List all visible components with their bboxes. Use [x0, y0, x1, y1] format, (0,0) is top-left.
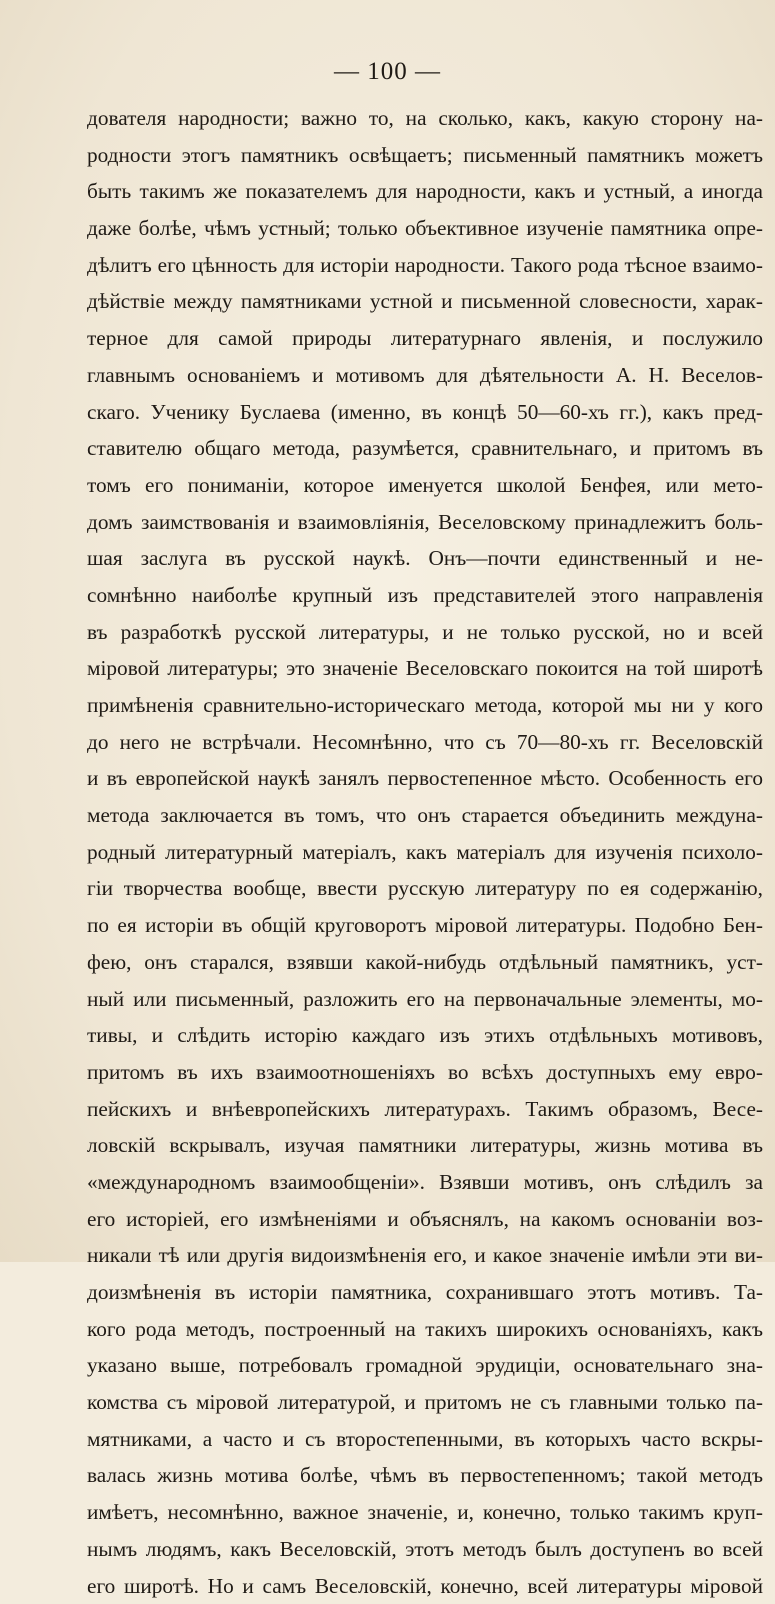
text-line: родности этогъ памятникъ освѣщаетъ; письменный памятникъ можетъ — [87, 137, 763, 174]
text-line: дователя народности; важно то, на сколько, какъ, какую сторону на- — [87, 100, 763, 137]
text-line: сомнѣнно наиболѣе крупный изъ представителей этого направленія — [87, 577, 763, 614]
text-line: нымъ людямъ, какъ Веселовскій, этотъ методъ былъ доступенъ во всей — [87, 1531, 763, 1568]
text-line: ловскій вскрывалъ, изучая памятники литературы, жизнь мотива въ — [87, 1127, 763, 1164]
text-line: терное для самой природы литературнаго явленія, и послужило — [87, 320, 763, 357]
text-line: и въ европейской наукѣ занялъ первостепенное мѣсто. Особенность его — [87, 760, 763, 797]
text-line: ставителю общаго метода, разумѣется, сравнительнаго, и притомъ въ — [87, 430, 763, 467]
text-line: быть такимъ же показателемъ для народности, какъ и устный, а иногда — [87, 173, 763, 210]
text-line: метода заключается въ томъ, что онъ старается объединить междуна- — [87, 797, 763, 834]
text-line: гіи творчества вообще, ввести русскую литературу по ея содержанію, — [87, 870, 763, 907]
text-line: мятниками, а часто и съ второстепенными, въ которыхъ часто вскры- — [87, 1421, 763, 1458]
text-line: по ея исторіи въ общій круговоротъ міровой литературы. Подобно Бен- — [87, 907, 763, 944]
text-line: притомъ въ ихъ взаимоотношеніяхъ во всѣхъ доступныхъ ему евро- — [87, 1054, 763, 1091]
body-text — [87, 100, 763, 1604]
text-line: доизмѣненія въ исторіи памятника, сохранившаго этотъ мотивъ. Та- — [87, 1274, 763, 1311]
text-line: даже болѣе, чѣмъ устный; только объективное изученіе памятника опре- — [87, 210, 763, 247]
text-line: имѣетъ, несомнѣнно, важное значеніе, и, конечно, только такимъ круп- — [87, 1494, 763, 1531]
text-line: пейскихъ и внѣевропейскихъ литературахъ. Такимъ образомъ, Весе- — [87, 1091, 763, 1128]
text-line: валась жизнь мотива болѣе, чѣмъ въ первостепенномъ; такой методъ — [87, 1457, 763, 1494]
text-line: шая заслуга въ русской наукѣ. Онъ—почти единственный и не- — [87, 540, 763, 577]
text-line: примѣненія сравнительно-историческаго метода, которой мы ни у кого — [87, 687, 763, 724]
text-line: никали тѣ или другія видоизмѣненія его, и какое значеніе имѣли эти ви- — [87, 1237, 763, 1274]
text-line: міровой литературы; это значеніе Веселовскаго покоится на той широтѣ — [87, 650, 763, 687]
text-line: главнымъ основаніемъ и мотивомъ для дѣятельности А. Н. Веселов- — [87, 357, 763, 394]
text-line: въ разработкѣ русской литературы, и не только русской, но и всей — [87, 614, 763, 651]
text-line: указано выше, потребовалъ громадной эрудиціи, основательнаго зна- — [87, 1347, 763, 1384]
text-line: кого рода методъ, построенный на такихъ широкихъ основаніяхъ, какъ — [87, 1311, 763, 1348]
text-line: его исторіей, его измѣненіями и объяснялъ, на какомъ основаніи воз- — [87, 1201, 763, 1238]
text-line: томъ его пониманіи, которое именуется школой Бенфея, или мето- — [87, 467, 763, 504]
text-line: «международномъ взаимообщеніи». Взявши мотивъ, онъ слѣдилъ за — [87, 1164, 763, 1201]
text-line: дѣйствіе между памятниками устной и письменной словесности, харак- — [87, 283, 763, 320]
text-line: до него не встрѣчали. Несомнѣнно, что съ 70—80-хъ гг. Веселовскій — [87, 724, 763, 761]
text-line: тивы, и слѣдить исторію каждаго изъ этихъ отдѣльныхъ мотивовъ, — [87, 1017, 763, 1054]
text-line: дѣлитъ его цѣнность для исторіи народности. Такого рода тѣсное взаимо- — [87, 247, 763, 284]
text-line: скаго. Ученику Буслаева (именно, въ концѣ 50—60-хъ гг.), какъ пред- — [87, 394, 763, 431]
text-line: домъ заимствованія и взаимовліянія, Веселовскому принадлежитъ боль- — [87, 504, 763, 541]
text-line: комства съ міровой литературой, и притомъ не съ главными только па- — [87, 1384, 763, 1421]
text-line: ный или письменный, разложить его на первоначальные элементы, мо- — [87, 981, 763, 1018]
text-line: его широтѣ. Но и самъ Веселовскій, конечно, всей литературы міровой — [87, 1568, 763, 1604]
page-number: — 100 — — [0, 58, 775, 86]
text-line: фею, онъ старался, взявши какой-нибудь отдѣльный памятникъ, уст- — [87, 944, 763, 981]
text-line: родный литературный матеріалъ, какъ матеріалъ для изученія психоло- — [87, 834, 763, 871]
